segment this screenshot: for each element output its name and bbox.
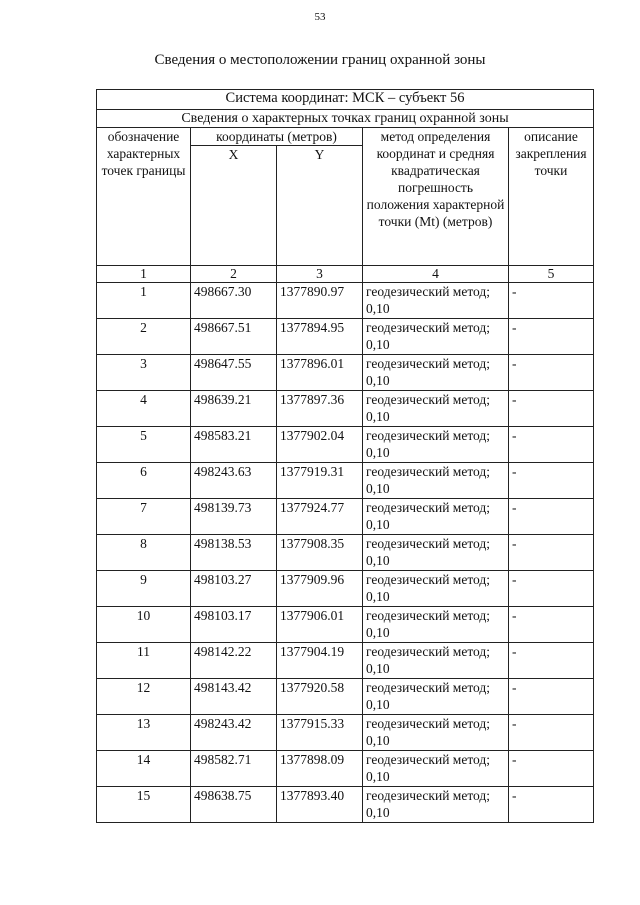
fixing-description-header: описание закрепления точки bbox=[509, 128, 594, 266]
fixing-description: - bbox=[509, 643, 594, 679]
method-accuracy: геодезический метод; 0,10 bbox=[363, 463, 509, 499]
column-number: 2 bbox=[191, 266, 277, 283]
x-coordinate: 498138.53 bbox=[191, 535, 277, 571]
point-number: 12 bbox=[97, 679, 191, 715]
y-coordinate: 1377924.77 bbox=[277, 499, 363, 535]
method-accuracy: геодезический метод; 0,10 bbox=[363, 715, 509, 751]
y-coordinate: 1377896.01 bbox=[277, 355, 363, 391]
y-coordinate: 1377909.96 bbox=[277, 571, 363, 607]
fixing-description: - bbox=[509, 535, 594, 571]
fixing-description: - bbox=[509, 787, 594, 823]
y-coordinate: 1377920.58 bbox=[277, 679, 363, 715]
fixing-description: - bbox=[509, 607, 594, 643]
y-coordinate: 1377894.95 bbox=[277, 319, 363, 355]
point-number: 11 bbox=[97, 643, 191, 679]
page-number: 53 bbox=[314, 11, 326, 23]
point-number: 9 bbox=[97, 571, 191, 607]
points-info-header: Сведения о характерных точках границ охранной зоны bbox=[97, 110, 594, 128]
method-accuracy: геодезический метод; 0,10 bbox=[363, 751, 509, 787]
point-designation-header: обозначение характерных точек границы bbox=[97, 128, 191, 266]
fixing-description: - bbox=[509, 499, 594, 535]
table-row bbox=[97, 607, 594, 643]
table-row bbox=[97, 571, 594, 607]
x-coordinate: 498139.73 bbox=[191, 499, 277, 535]
method-accuracy: геодезический метод; 0,10 bbox=[363, 355, 509, 391]
y-coordinate: 1377915.33 bbox=[277, 715, 363, 751]
table-row bbox=[97, 787, 594, 823]
point-number: 5 bbox=[97, 427, 191, 463]
y-coordinate: 1377919.31 bbox=[277, 463, 363, 499]
table-row bbox=[97, 283, 594, 319]
fixing-description: - bbox=[509, 751, 594, 787]
x-coordinate: 498583.21 bbox=[191, 427, 277, 463]
fixing-description: - bbox=[509, 319, 594, 355]
table-row bbox=[97, 319, 594, 355]
point-number: 3 bbox=[97, 355, 191, 391]
method-accuracy: геодезический метод; 0,10 bbox=[363, 643, 509, 679]
point-number: 14 bbox=[97, 751, 191, 787]
method-accuracy: геодезический метод; 0,10 bbox=[363, 787, 509, 823]
coordinates-header: координаты (метров) bbox=[191, 128, 363, 146]
y-coordinate: 1377893.40 bbox=[277, 787, 363, 823]
x-coordinate: 498243.63 bbox=[191, 463, 277, 499]
x-coordinate: 498638.75 bbox=[191, 787, 277, 823]
method-accuracy: геодезический метод; 0,10 bbox=[363, 607, 509, 643]
x-coordinate: 498142.22 bbox=[191, 643, 277, 679]
y-coordinate: 1377904.19 bbox=[277, 643, 363, 679]
column-number: 5 bbox=[509, 266, 594, 283]
point-number: 8 bbox=[97, 535, 191, 571]
x-coordinate: 498639.21 bbox=[191, 391, 277, 427]
table-row bbox=[97, 715, 594, 751]
table-row bbox=[97, 391, 594, 427]
table-row bbox=[97, 463, 594, 499]
y-coordinate: 1377890.97 bbox=[277, 283, 363, 319]
method-header: метод определения координат и средняя квадратическая погрешность положения характерной точки (Mt) (метров) bbox=[363, 128, 509, 266]
fixing-description: - bbox=[509, 355, 594, 391]
coordinate-system-header: Система координат: МСК – субъект 56 bbox=[97, 90, 594, 110]
method-accuracy: геодезический метод; 0,10 bbox=[363, 679, 509, 715]
x-header: X bbox=[191, 146, 277, 266]
fixing-description: - bbox=[509, 715, 594, 751]
method-accuracy: геодезический метод; 0,10 bbox=[363, 391, 509, 427]
y-coordinate: 1377898.09 bbox=[277, 751, 363, 787]
fixing-description: - bbox=[509, 463, 594, 499]
table-row bbox=[97, 679, 594, 715]
y-coordinate: 1377902.04 bbox=[277, 427, 363, 463]
fixing-description: - bbox=[509, 571, 594, 607]
y-coordinate: 1377906.01 bbox=[277, 607, 363, 643]
x-coordinate: 498647.55 bbox=[191, 355, 277, 391]
y-coordinate: 1377908.35 bbox=[277, 535, 363, 571]
column-numbers-row bbox=[97, 266, 594, 283]
fixing-description: - bbox=[509, 679, 594, 715]
method-accuracy: геодезический метод; 0,10 bbox=[363, 319, 509, 355]
point-number: 10 bbox=[97, 607, 191, 643]
y-coordinate: 1377897.36 bbox=[277, 391, 363, 427]
table-row bbox=[97, 355, 594, 391]
point-number: 15 bbox=[97, 787, 191, 823]
method-accuracy: геодезический метод; 0,10 bbox=[363, 499, 509, 535]
point-number: 13 bbox=[97, 715, 191, 751]
x-coordinate: 498243.42 bbox=[191, 715, 277, 751]
column-number: 4 bbox=[363, 266, 509, 283]
column-number: 1 bbox=[97, 266, 191, 283]
table-row bbox=[97, 499, 594, 535]
point-number: 2 bbox=[97, 319, 191, 355]
point-number: 7 bbox=[97, 499, 191, 535]
method-accuracy: геодезический метод; 0,10 bbox=[363, 283, 509, 319]
fixing-description: - bbox=[509, 283, 594, 319]
y-header: Y bbox=[277, 146, 363, 266]
table-row bbox=[97, 427, 594, 463]
fixing-description: - bbox=[509, 391, 594, 427]
coordinates-table bbox=[96, 89, 594, 823]
x-coordinate: 498582.71 bbox=[191, 751, 277, 787]
column-number: 3 bbox=[277, 266, 363, 283]
x-coordinate: 498667.51 bbox=[191, 319, 277, 355]
table-row bbox=[97, 643, 594, 679]
method-accuracy: геодезический метод; 0,10 bbox=[363, 571, 509, 607]
x-coordinate: 498103.17 bbox=[191, 607, 277, 643]
x-coordinate: 498143.42 bbox=[191, 679, 277, 715]
document-title: Сведения о местоположении границ охранной зоны bbox=[154, 52, 486, 68]
table-row bbox=[97, 535, 594, 571]
point-number: 6 bbox=[97, 463, 191, 499]
x-coordinate: 498103.27 bbox=[191, 571, 277, 607]
point-number: 1 bbox=[97, 283, 191, 319]
method-accuracy: геодезический метод; 0,10 bbox=[363, 427, 509, 463]
fixing-description: - bbox=[509, 427, 594, 463]
x-coordinate: 498667.30 bbox=[191, 283, 277, 319]
method-accuracy: геодезический метод; 0,10 bbox=[363, 535, 509, 571]
point-number: 4 bbox=[97, 391, 191, 427]
table-row bbox=[97, 751, 594, 787]
